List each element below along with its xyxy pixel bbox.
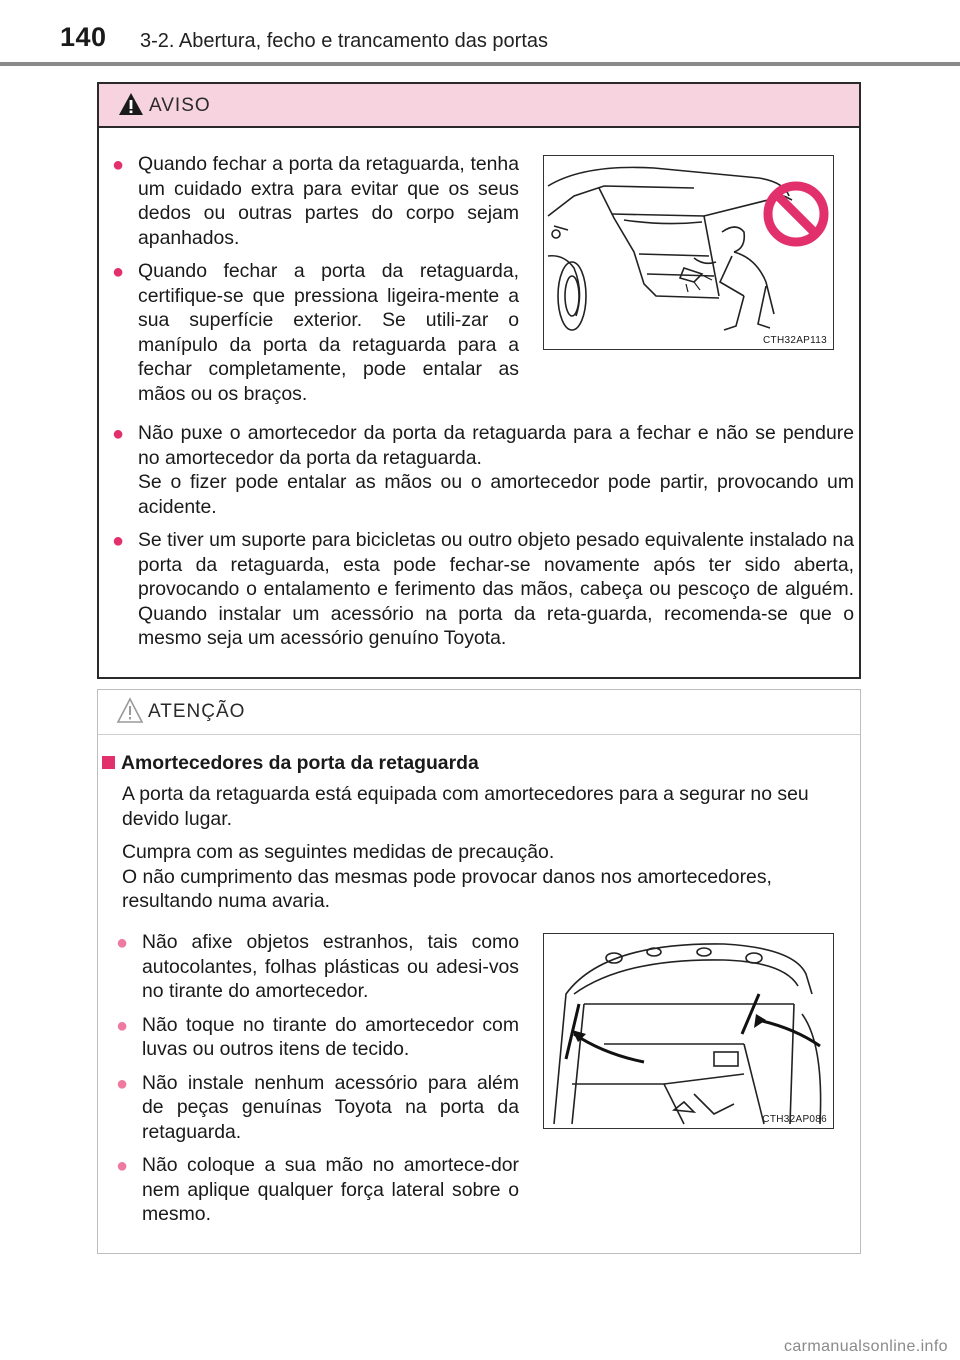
bullet-text: Quando fechar a porta da retaguarda, tenha um cuidado extra para evitar que os seus dedos ou outras partes do corpo sejam apanhados.: [138, 153, 519, 249]
figure-closing-tailgate: [543, 155, 834, 350]
bullet-text: Não coloque a sua mão no amortece-dor nem aplique qualquer força lateral sobre o mesmo.: [142, 1154, 519, 1225]
page-number: 140: [60, 22, 107, 52]
list-item: [116, 930, 519, 1004]
bullet-dot-icon: ●: [112, 154, 125, 176]
caution-paragraph-2: [122, 840, 847, 914]
caution-bullets: [116, 930, 519, 1236]
bullet-text: Se o fizer pode entalar as mãos ou o amortecedor pode partir, provocando um acidente.: [138, 471, 854, 518]
subheading-text: Amortecedores da porta da retaguarda: [121, 752, 479, 774]
list-item: [112, 421, 854, 519]
list-item: [116, 1071, 519, 1145]
bullet-dot-icon: ●: [112, 530, 125, 552]
warning-full-bullets: [112, 421, 854, 660]
bullet-text: Não puxe o amortecedor da porta da retaguarda para a fechar e não se pendure no amortecedor da porta da retaguarda.: [138, 422, 854, 469]
warning-title: AVISO: [149, 95, 211, 116]
list-item: [116, 1013, 519, 1062]
bullet-dot-icon: ●: [116, 932, 129, 954]
paragraph-line: Cumpra com as seguintes medidas de precaução.: [122, 841, 555, 863]
watermark: carmanualsonline.info: [783, 1338, 948, 1355]
bullet-dot-icon: ●: [116, 1014, 129, 1037]
caution-header: [98, 690, 860, 735]
bullet-dot-icon: ●: [116, 1155, 129, 1177]
caution-subheading: [102, 752, 479, 775]
bullet-text: Não toque no tirante do amortecedor com luvas ou outros itens de tecido.: [142, 1013, 519, 1060]
list-item: [112, 152, 519, 250]
figure-code: CTH32AP086: [762, 1114, 827, 1125]
tailgate-struts-illustration: [544, 934, 833, 1128]
bullet-text: Se tiver um suporte para bicicletas ou outro objeto pesado equivalente instalado na porta da retaguarda, esta pode fechar-se novamente após ter sido aberta, provocando o entalamento e ferimento das mãos, cabeça ou pescoço de alguém. Quando instalar um acessório na porta da reta-guarda, recomenda-se que o mesmo seja um acessório genuíno Toyota.: [138, 529, 854, 649]
bullet-text: Quando fechar a porta da retaguarda, certifique-se que pressiona ligeira-mente a sua superfície exterior. Se utili-zar o manípulo da porta da retaguarda para a fechar completamente, pode entalar as mãos ou os braços.: [138, 260, 519, 405]
page-header: [0, 0, 960, 62]
caution-title: ATENÇÃO: [148, 701, 246, 722]
square-bullet-icon: [102, 756, 115, 769]
header-rule: [0, 62, 960, 66]
figure-tailgate-struts: [543, 933, 834, 1129]
car-tailgate-illustration: [544, 156, 833, 349]
warning-side-bullets: [112, 152, 519, 415]
list-item: [112, 528, 854, 651]
bullet-text: Não afixe objetos estranhos, tais como autocolantes, folhas plásticas ou adesi-vos no tirante do amortecedor.: [142, 931, 519, 1002]
paragraph-line: O não cumprimento das mesmas pode provocar danos nos amortecedores, resultando numa avaria.: [122, 865, 772, 912]
list-item: [112, 259, 519, 406]
caution-triangle-outline-icon: [116, 696, 144, 726]
bullet-dot-icon: ●: [112, 261, 125, 283]
caution-paragraph-1: A porta da retaguarda está equipada com amortecedores para a segurar no seu devido lugar.: [122, 783, 809, 830]
bullet-dot-icon: ●: [112, 423, 125, 445]
warning-triangle-icon: [117, 90, 145, 118]
warning-header: [99, 84, 859, 128]
list-item: [116, 1153, 519, 1227]
bullet-text: Não instale nenhum acessório para além de peças genuínas Toyota na porta da retaguarda.: [142, 1071, 519, 1143]
figure-code: CTH32AP113: [763, 335, 827, 346]
bullet-dot-icon: ●: [116, 1072, 129, 1095]
section-title: 3-2. Abertura, fecho e trancamento das portas: [140, 30, 549, 52]
